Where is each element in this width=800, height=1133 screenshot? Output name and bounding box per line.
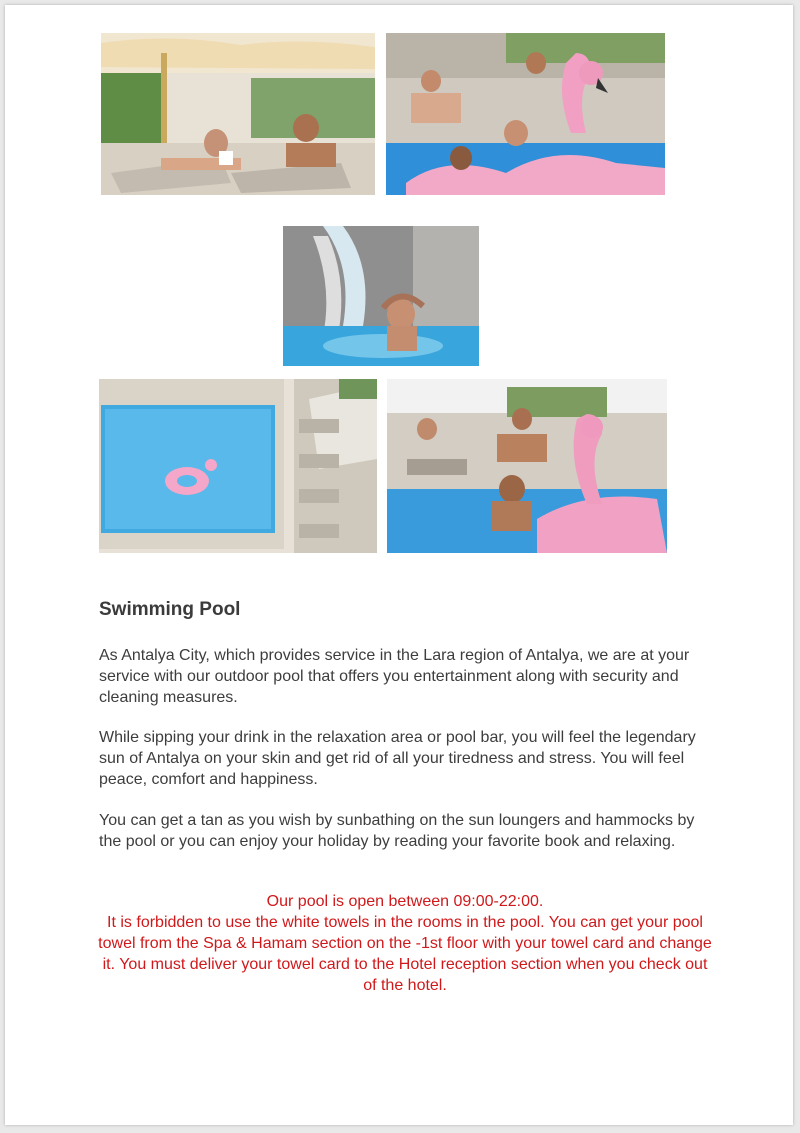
pool-notice — [95, 891, 715, 996]
photo-flamingo-pool-2 — [387, 379, 667, 553]
paragraph-sunbathing: You can get a tan as you wish by sunbathing on the sun loungers and hammocks by the pool or you can enjoy your holiday by reading your favorite book and relaxing. — [99, 812, 695, 850]
document-page — [5, 5, 793, 1125]
photo-couple-sunloungers — [101, 33, 375, 195]
paragraph-intro: As Antalya City, which provides service in the Lara region of Antalya, we are at your service with our outdoor pool that offers you entertainment along with security and cleaning measures. — [99, 647, 690, 706]
photo-pink-flamingo-float — [386, 33, 665, 195]
paragraph-relaxation: While sipping your drink in the relaxation area or pool bar, you will feel the legendary sun of Antalya on your skin and get rid of all your tiredness and stress. You will feel peace, comfort and happiness. — [99, 729, 696, 788]
notice-rules: It is forbidden to use the white towels in the rooms in the pool. You can get your pool towel from the Spa & Hamam section on the -1st floor with your towel card and change it. You must deliver your towel card to the Hotel reception section when you check out of the hotel. — [98, 914, 712, 994]
notice-hours: Our pool is open between 09:00-22:00. — [266, 893, 544, 910]
photo-aerial-pool — [99, 379, 377, 553]
photo-waterfall — [283, 226, 479, 366]
section-title: Swimming Pool — [99, 599, 241, 620]
